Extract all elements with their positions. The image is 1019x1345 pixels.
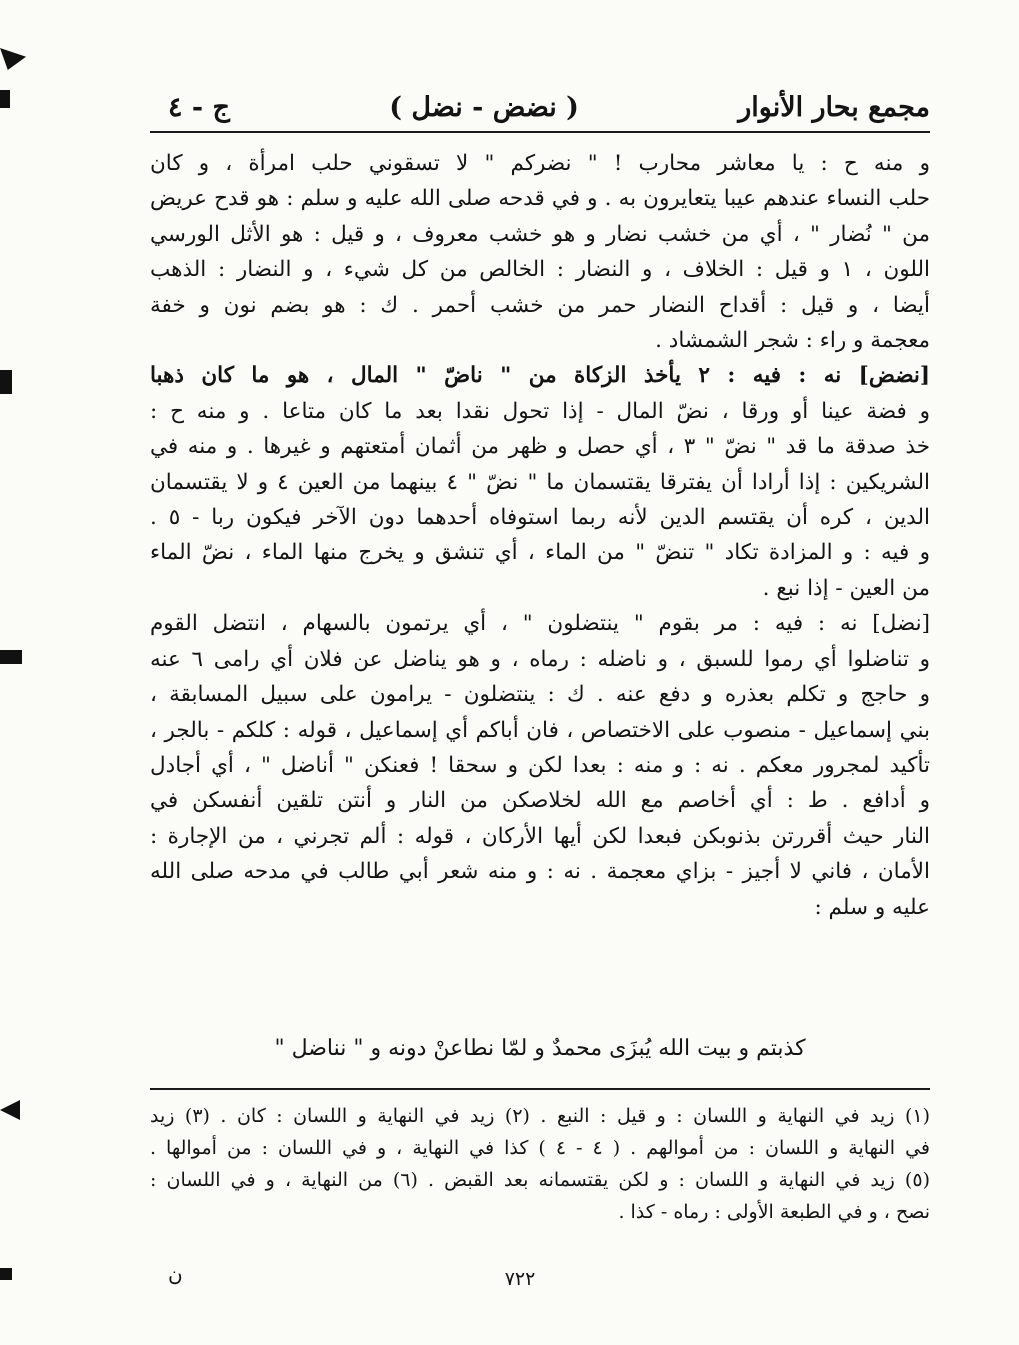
scan-edge-mark bbox=[0, 1100, 20, 1120]
running-header bbox=[168, 84, 930, 130]
text-line: خذ صدقة ما قد " نضّ " ٣ ، أي حصل و ظهر من أثمان أمتعتهم و غيرها . و منه في bbox=[150, 434, 930, 460]
text-line: أيضا ، و قيل : أقداح النضار حمر من خشب أحمر . ك : هو بضم نون و خفة bbox=[150, 292, 930, 318]
page-number: ٧٢٢ bbox=[504, 1268, 536, 1290]
text-line: معجمة و راء : شجر الشمشاد . bbox=[655, 328, 930, 354]
signature-mark: ن bbox=[168, 1262, 183, 1286]
text-line: حلب النساء عندهم عيبا يتعايرون به . و في قدحه صلى الله عليه و سلم : هو قدح عريض bbox=[150, 186, 930, 212]
footnotes bbox=[150, 1100, 930, 1228]
footnote-rule bbox=[150, 1088, 930, 1090]
entry-line-nadal: [نضل] نه : فيه : مر بقوم " ينتضلون " ، أي يرتمون بالسهام ، انتضل القوم bbox=[150, 611, 930, 637]
text-line: بني إسماعيل - منصوب على الاختصاص ، فان أباكم أي إسماعيل ، قوله : كلكم - بالجر ، bbox=[150, 717, 930, 743]
text-line: و حاجج و تكلم بعذره و دفع عنه . ك : ينتضلون - يرامون على سبيل المسابقة ، bbox=[150, 682, 930, 708]
poetry-verse: كذبتم و بيت الله يُبزَى محمدٌ و لمّا نطاعنْ دونه و " نناضل " bbox=[274, 1036, 806, 1061]
text-line: اللون ، ١ و قيل : الخلاف ، و النضار : الخالص من كل شيء ، و النضار : الذهب bbox=[150, 257, 930, 283]
footnote-line: (١) زيد في النهاية و اللسان : و قيل : النبع . (٢) زيد في النهاية و اللسان : كان . (٣) زيد bbox=[150, 1105, 930, 1127]
text-line: تأكيد لمجرور معكم . نه : و منه : بعدا لكن و سحقا ! فعنكن " أناضل " ، أي أجادل bbox=[150, 752, 930, 778]
main-text bbox=[150, 146, 930, 925]
book-title: مجمع بحار الأنوار bbox=[738, 91, 930, 123]
header-rule bbox=[150, 131, 930, 133]
text-line: من " نُضار " ، أي من خشب نضار و هو خشب معروف ، و قيل : هو الأثل الورسي bbox=[150, 221, 930, 247]
text-line: و فيه : و المزادة تكاد " تنضّ " من الماء ، أي تنشق و يخرج منها الماء ، نضّ الماء bbox=[150, 540, 930, 566]
text-line: الدين ، كره أن يقتسم الدين لأنه ربما استوفاه أحدهما دون الآخر فيكون ربا - ٥ . bbox=[150, 505, 930, 531]
scan-edge-mark bbox=[0, 48, 26, 70]
text-line: و تناضلوا أي رموا للسبق ، و ناضله : رماه ، و هو يناضل عن فلان أي رامى ٦ عنه bbox=[150, 646, 930, 672]
text-line: و فضة عينا أو ورقا ، نضّ المال - إذا تحول نقدا بعد ما كان متاعا . و منه ح : bbox=[150, 398, 930, 424]
scan-edge-mark bbox=[0, 90, 10, 108]
entry-range: ( نضض - نضل ) bbox=[389, 91, 579, 123]
entry-line-nadad: [نضض] نه : فيه : ٢ يأخذ الزكاة من " ناضّ " المال ، هو ما كان ذهبا bbox=[150, 363, 930, 389]
text-line: من العين - إذا نبع . bbox=[762, 575, 930, 601]
text-line: و أدافع . ط : أي أخاصم مع الله لخلاصكن من النار و أنتن تلقين أنفسكن في bbox=[150, 788, 930, 814]
volume-number: ج - ٤ bbox=[168, 91, 230, 123]
text-line: و منه ح : يا معاشر محارب ! " نضركم " لا تسقوني حلب امرأة ، و كان bbox=[150, 151, 930, 176]
scan-edge-mark bbox=[0, 650, 22, 664]
text-line: الشريكين : إذا أرادا أن يفترقا يقتسمان ما " نضّ " ٤ بينهما من العين ٤ و لا يقتسمان bbox=[150, 469, 930, 495]
text-line: النار حيث أقررتن بذنوبكن فبعدا لكن أيها الأركان ، قوله : ألم تجرني ، من الإجارة : bbox=[150, 823, 930, 849]
text-line: الأمان ، فاني لا أجيز - بزاي معجمة . نه : و منه شعر أبي طالب في مدحه صلى الله bbox=[150, 859, 930, 885]
footnote-line: في النهاية و اللسان : من أموالهم . ( ٤ - ٤ ) كذا في النهاية ، و في اللسان : من أموالها . bbox=[150, 1137, 931, 1159]
footnote-line: (٥) زيد في النهاية و اللسان : و لكن يقتسمانه بعد القبض . (٦) من النهاية ، و في اللسان : bbox=[150, 1169, 930, 1191]
text-line: عليه و سلم : bbox=[814, 894, 930, 920]
footnote-line: نصح ، و في الطبعة الأولى : رماه - كذا . bbox=[618, 1201, 930, 1223]
scan-edge-mark bbox=[0, 1268, 12, 1280]
scan-edge-mark bbox=[0, 370, 12, 394]
